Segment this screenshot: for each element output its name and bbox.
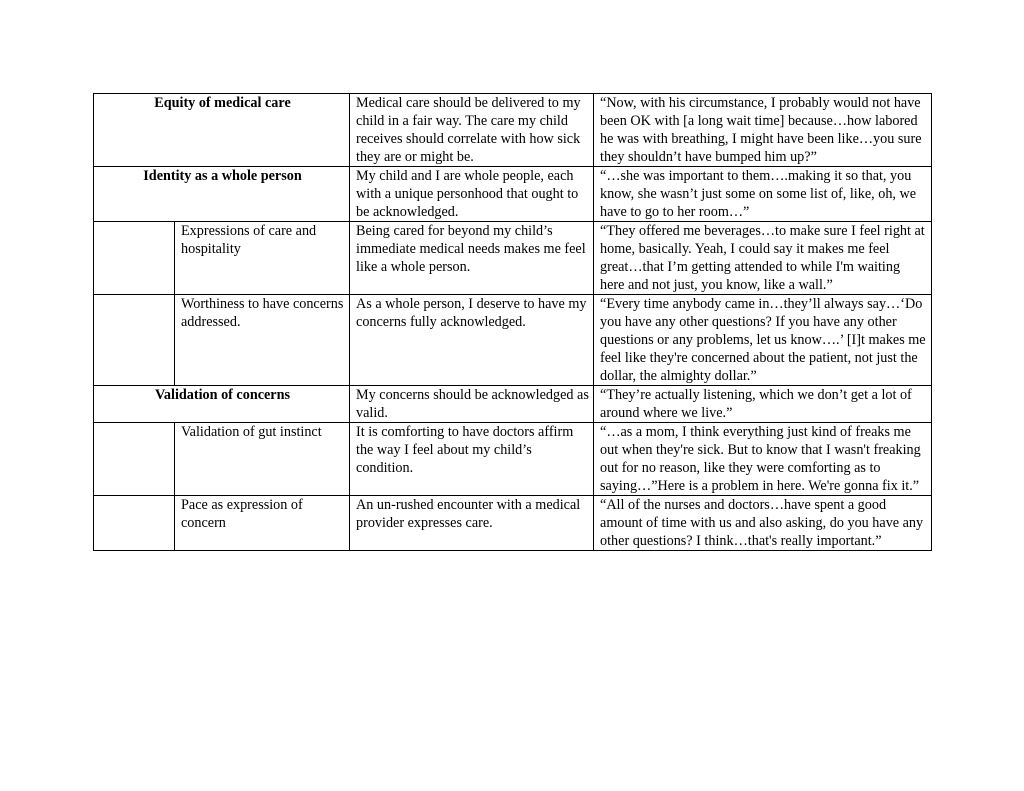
quote-cell: “They’re actually listening, which we don’t get a lot of around where we live.” <box>594 386 932 423</box>
subtheme-cell: Worthiness to have concerns addressed. <box>175 295 350 386</box>
definition-cell: My concerns should be acknowledged as valid. <box>350 386 594 423</box>
subtheme-cell: Expressions of care and hospitality <box>175 222 350 295</box>
quote-cell: “They offered me beverages…to make sure I feel right at home, basically. Yeah, I could say it makes me feel great…that I’m getting attended to while I'm waiting here and not just, you know, like a wall.” <box>594 222 932 295</box>
definition-cell: It is comforting to have doctors affirm the way I feel about my child’s condition. <box>350 423 594 496</box>
theme-cell: Equity of medical care <box>94 94 350 167</box>
subtheme-cell: Validation of gut instinct <box>175 423 350 496</box>
indent-cell <box>94 295 175 386</box>
table-row <box>94 295 932 386</box>
table-row <box>94 496 932 551</box>
table-row <box>94 94 932 167</box>
quote-cell: “…as a mom, I think everything just kind of freaks me out when they're sick. But to know that I wasn't freaking out for no reason, like they were comforting as to saying…”Here is a problem in here. We're gonna fix it.” <box>594 423 932 496</box>
quote-cell: “All of the nurses and doctors…have spent a good amount of time with us and also asking, do you have any other questions? I think…that's really important.” <box>594 496 932 551</box>
subtheme-cell: Pace as expression of concern <box>175 496 350 551</box>
table-row <box>94 386 932 423</box>
quote-cell: “Every time anybody came in…they’ll always say…‘Do you have any other questions? If you have any other questions or any problems, let us know….’ [I]t makes me feel like they're concerned about the patient, not just the dollar, the almighty dollar.” <box>594 295 932 386</box>
themes-table <box>93 93 932 551</box>
definition-cell: My child and I are whole people, each with a unique personhood that ought to be acknowledged. <box>350 167 594 222</box>
indent-cell <box>94 496 175 551</box>
table-row <box>94 167 932 222</box>
definition-cell: An un-rushed encounter with a medical provider expresses care. <box>350 496 594 551</box>
theme-cell: Identity as a whole person <box>94 167 350 222</box>
definition-cell: Medical care should be delivered to my child in a fair way. The care my child receives should correlate with how sick they are or might be. <box>350 94 594 167</box>
table-row <box>94 222 932 295</box>
table-row <box>94 423 932 496</box>
quote-cell: “Now, with his circumstance, I probably would not have been OK with [a long wait time] because…how labored he was with breathing, I might have been like…you sure they shouldn’t have bumped him up?” <box>594 94 932 167</box>
quote-cell: “…she was important to them….making it so that, you know, she wasn’t just some on some list of, like, oh, we have to go to her room…” <box>594 167 932 222</box>
indent-cell <box>94 423 175 496</box>
definition-cell: As a whole person, I deserve to have my concerns fully acknowledged. <box>350 295 594 386</box>
theme-cell: Validation of concerns <box>94 386 350 423</box>
indent-cell <box>94 222 175 295</box>
definition-cell: Being cared for beyond my child’s immediate medical needs makes me feel like a whole person. <box>350 222 594 295</box>
